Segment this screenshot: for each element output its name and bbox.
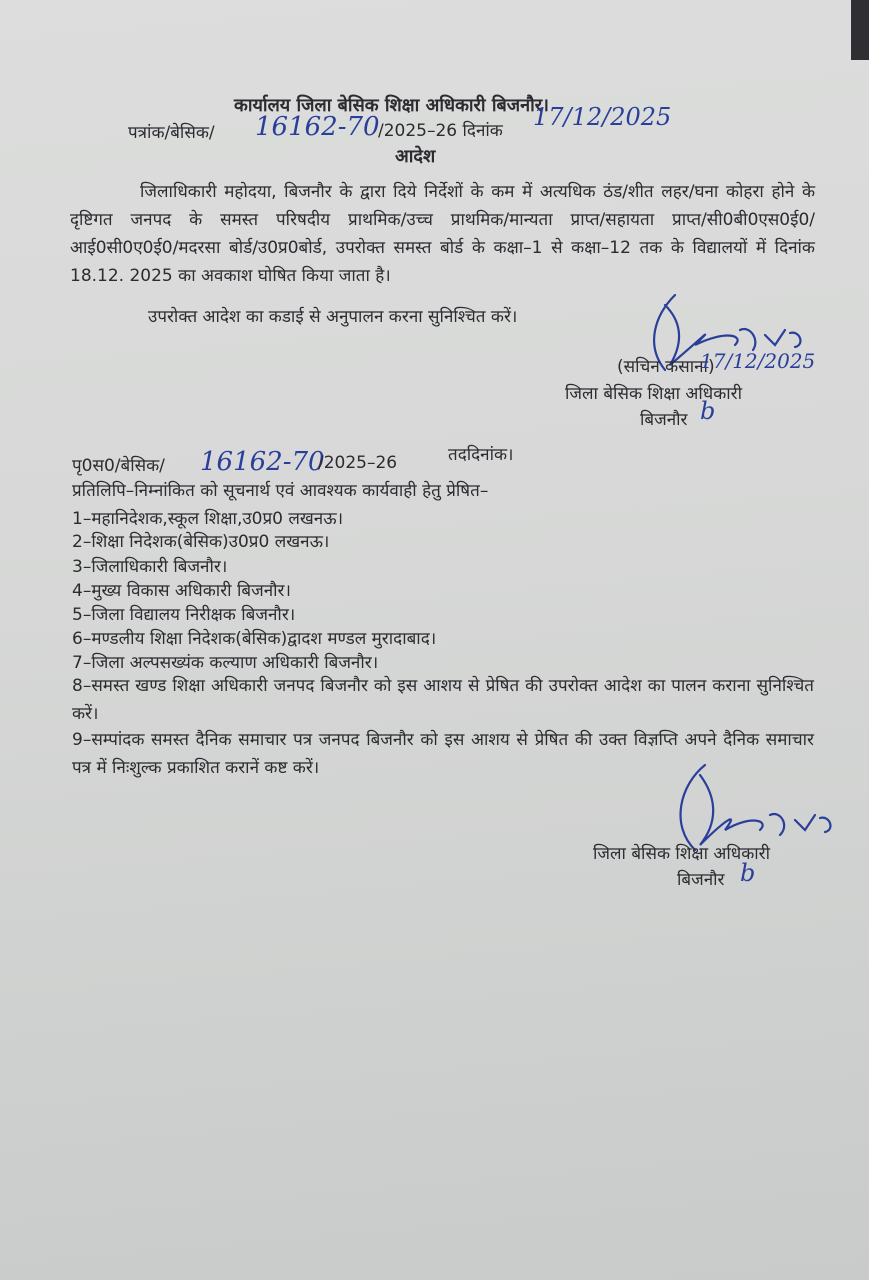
signatory-designation: जिला बेसिक शिक्षा अधिकारी xyxy=(565,384,743,404)
reference-line xyxy=(128,122,215,144)
copy-intro: प्रतिलिपि–निम्नांकित को सूचनार्थ एवं आवश्यक कार्यवाही हेतु प्रेषित– xyxy=(72,481,489,501)
signature-2-place: बिजनौर xyxy=(677,870,725,890)
signature-2-designation: जिला बेसिक शिक्षा अधिकारी xyxy=(593,844,771,864)
copy-item: 7–जिला अल्पसख्यंक कल्याण अधिकारी बिजनौर। xyxy=(72,653,379,673)
copy-item: 2–शिक्षा निदेशक(बेसिक)उ0प्र0 लखनऊ। xyxy=(72,532,330,552)
copy-item: 1–महानिदेशक,स्कूल शिक्षा,उ0प्र0 लखनऊ। xyxy=(72,509,344,529)
order-title: आदेश xyxy=(395,146,436,167)
copy-reference-prefix: पृ0स0/बेसिक/ xyxy=(72,456,165,476)
order-body: जिलाधिकारी महोदया, बिजनौर के द्वारा दिये निर्देशों के कम में अत्यधिक ठंड/शीत लहर/घना कोहरा होने के दृष्टिगत जनपद के समस्त परिषदीय प्राथमिक/उच्च प्राथमिक/मान्यता प्राप्त/सहायता प्राप्त/सी0बी0एस0ई0/आई0सी0ए0ई0/मदरसा बोर्ड/उ0प्र0बोर्ड, उपरोक्त समस्त बोर्ड के कक्षा–1 से कक्षा–12 तक के विद्यालयों में दिनांक 18.12. 2025 का अवकाश घोषित किया जाता है। xyxy=(70,182,815,286)
date-handwritten: 17/12/2025 xyxy=(533,103,672,131)
initial-mark-2: b xyxy=(740,859,756,887)
copy-date-label: तददिनांक। xyxy=(448,445,514,465)
reference-number-handwritten: 16162-70 xyxy=(255,112,380,142)
reference-prefix: पत्रांक/बेसिक/ xyxy=(128,123,215,143)
copy-reference-suffix: /2025–26 xyxy=(318,453,398,473)
office-heading: कार्यालय जिला बेसिक शिक्षा अधिकारी बिजनौर। xyxy=(234,95,549,116)
signatory-name: (सचिन कसाना) xyxy=(617,357,715,377)
background-edge xyxy=(851,0,869,60)
copy-item: 3–जिलाधिकारी बिजनौर। xyxy=(72,557,228,577)
copy-reference-number-handwritten: 16162-70 xyxy=(200,447,325,477)
copy-item: 9–सम्पांदक समस्त दैनिक समाचार पत्र जनपद बिजनौर को इस आशय से प्रेषित की उक्त विज्ञप्ति अपने दैनिक समाचार पत्र में निःशुल्क प्रकाशित करानें कष्ट करें। xyxy=(72,730,814,778)
signature-1-date: 17/12/2025 xyxy=(700,349,816,373)
copy-item: 6–मण्डलीय शिक्षा निदेशक(बेसिक)द्वादश मण्डल मुरादाबाद। xyxy=(72,629,437,649)
copy-item: 5–जिला विद्यालय निरीक्षक बिजनौर। xyxy=(72,605,296,625)
initial-mark-1: b xyxy=(700,397,716,425)
signature-1 xyxy=(625,285,825,395)
signatory-place: बिजनौर xyxy=(640,410,688,430)
copy-item: 4–मुख्य विकास अधिकारी बिजनौर। xyxy=(72,581,291,601)
reference-suffix: /2025–26 दिनांक xyxy=(378,121,503,141)
order-compliance: उपरोक्त आदेश का कडाई से अनुपालन करना सुनिश्चित करें। xyxy=(148,307,518,327)
copy-item: 8–समस्त खण्ड शिक्षा अधिकारी जनपद बिजनौर को इस आशय से प्रेषित की उपरोक्त आदेश का पालन कराना सुनिश्चित करें। xyxy=(72,676,814,724)
